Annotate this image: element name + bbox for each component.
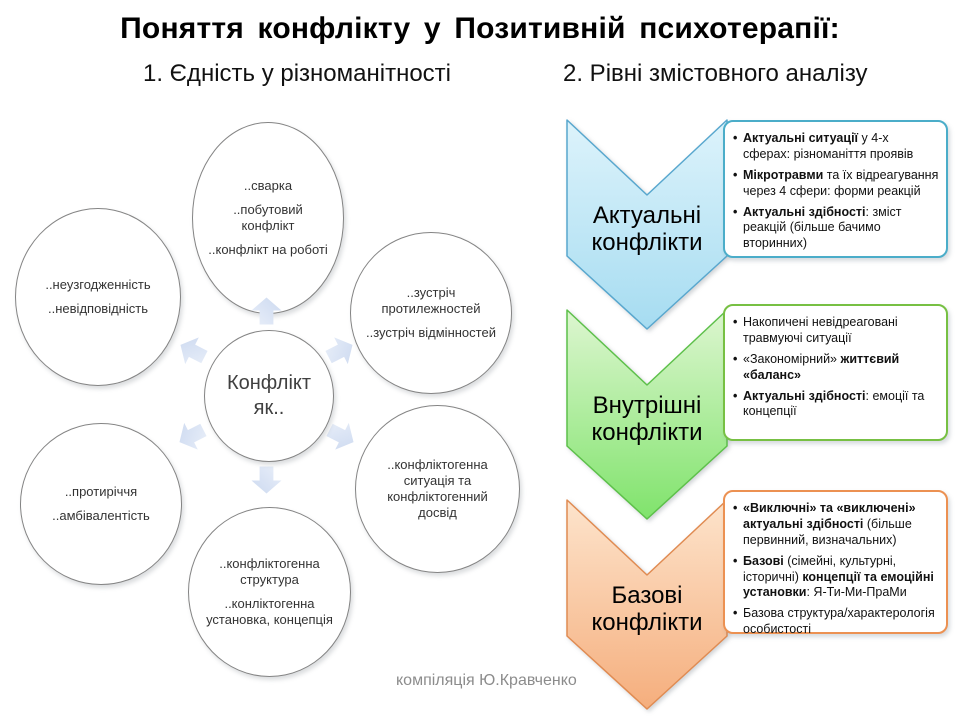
center-circle-conflict-as	[204, 330, 334, 462]
circle-line: ..протиріччя	[64, 483, 138, 499]
circle-line: ..невідповідність	[48, 301, 148, 316]
arrow-upper-left-icon	[174, 332, 212, 371]
circle-line: ..конфліктогенна структура	[219, 555, 320, 587]
slide-title: Поняття конфлікту у Позитивній психотерапії:	[120, 12, 840, 45]
info-box-basic-conflicts	[723, 490, 948, 637]
right-section-heading: 2. Рівні змістовного аналізу	[563, 60, 868, 87]
bullet-item: • «Закономірний» життєвий «баланс»	[733, 352, 939, 384]
info-box-actual-conflicts	[723, 120, 948, 258]
bullet-item: • Базова структура/характерологія особистості	[733, 606, 939, 638]
circle-line: ..зустріч відмінностей	[366, 325, 496, 341]
circle-meeting-of-opposites	[350, 232, 512, 394]
circle-line: ..сварка	[243, 177, 293, 193]
footer-credit: компіляція Ю.Кравченко	[396, 672, 577, 689]
circle-line: ..неузгодженність	[45, 276, 151, 292]
circle-line: ..амбівалентість	[52, 508, 150, 523]
bullet-item: • Актуальні здібності: емоції та концепції	[733, 389, 939, 421]
bullet-item: • Актуальні здібності: зміст реакцій (більше бачимо вторинних)	[733, 205, 939, 253]
bullet-item: • Базові (сімейні, культурні, історичні) концепції та емоційні установки: Я-Ти-Ми-ПраМи	[733, 554, 939, 602]
bullet-list	[733, 315, 939, 420]
chevron-label: Внутрішні конфлікти	[591, 392, 703, 446]
bullet-list	[733, 131, 939, 252]
circle-line: ..зустріч протилежностей	[381, 284, 481, 316]
circle-conflictogenic-structure	[188, 507, 351, 677]
circle-line: ..побутовий конфлікт	[233, 201, 303, 233]
chevron-label: Актуальні конфлікти	[591, 202, 703, 256]
left-section-heading: 1. Єдність у різноманітності	[143, 60, 451, 87]
circle-everyday-conflict	[192, 122, 344, 314]
circle-line: ..конфліктогенна ситуація та конфліктогенний досвід	[387, 456, 488, 521]
arrow-down-icon	[252, 467, 282, 494]
bullet-item: • «Виключні» та «виключені» актуальні здібності (більше первинний, визначальних)	[733, 501, 939, 549]
circle-mismatch	[15, 208, 181, 386]
bullet-item: • Мікротравми та їх відреагування через 4 сфери: форми реакцій	[733, 168, 939, 200]
chevron-actual-conflicts	[566, 119, 728, 331]
bullet-list	[733, 501, 939, 638]
info-box-inner-conflicts	[723, 304, 948, 441]
circle-conflictogenic-situation	[355, 405, 520, 573]
circle-line: ..конліктогенна установка, концепція	[206, 596, 333, 628]
chevron-basic-conflicts	[566, 499, 728, 711]
bullet-item: • Актуальні ситуації у 4-х сферах: різноманіття проявів	[733, 131, 939, 163]
bullet-item: • Накопичені невідреаговані травмуючі ситуації	[733, 315, 939, 347]
arrow-lower-left-icon	[173, 417, 211, 456]
chevron-label: Базові конфлікти	[591, 582, 703, 636]
center-circle-label: Конфлікт як..	[226, 372, 312, 419]
circle-contradiction	[20, 423, 182, 585]
circle-line: ..конфлікт на роботі	[208, 242, 328, 258]
chevron-inner-conflicts	[566, 309, 728, 521]
